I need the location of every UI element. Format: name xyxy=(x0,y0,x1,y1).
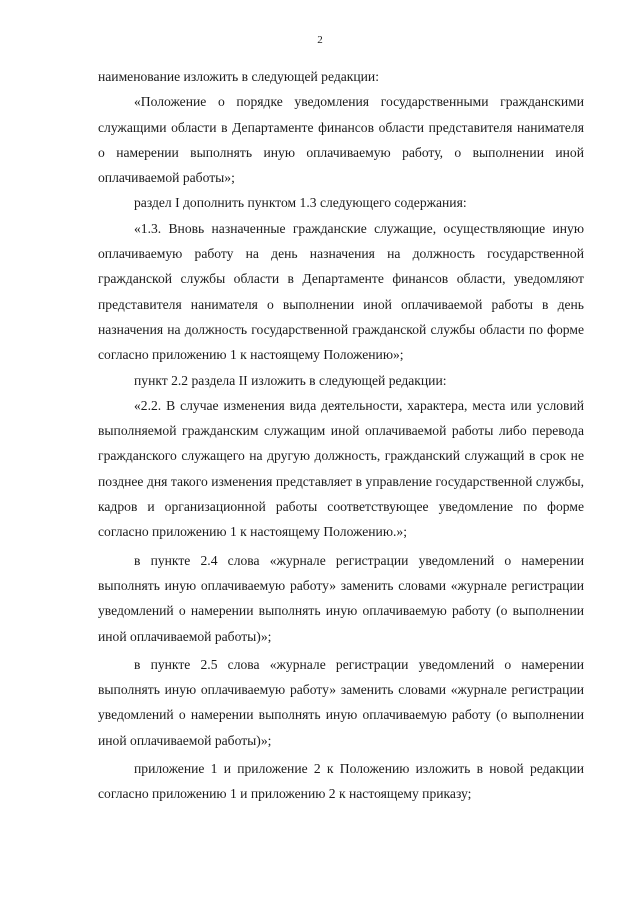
paragraph-clause-2-2: «2.2. В случае изменения вида деятельности, характера, места или условий выполняемой гражданским служащим иной оплачиваемой работы либо перевода гражданского служащего на другую должность, гражданский служащий в срок не позднее дня такого изменения представляет в управление государственной службы, кадров и организационной работы соответствующее уведомление по форме согласно приложению 1 к настоящему Положению.»; xyxy=(98,397,584,540)
document-body xyxy=(98,64,584,807)
paragraph-title-amendment: наименование изложить в следующей редакции: xyxy=(98,69,379,84)
paragraph-clause-2-2-intro: пункт 2.2 раздела II изложить в следующей редакции: xyxy=(134,372,447,388)
paragraph-clause-2-4: в пункте 2.4 слова «журнале регистрации уведомлений о намерении выполнять иную оплачиваемую работу» заменить словами «журнале регистрации уведомлений о намерении выполнять иную оплачиваемую работу (о выполнении иной оплачиваемой работы)»; xyxy=(98,552,584,644)
paragraph-clause-2-5: в пункте 2.5 слова «журнале регистрации уведомлений о намерении выполнять иную оплачиваемую работу» заменить словами «журнале регистрации уведомлений о намерении выполнять иную оплачиваемую работу (о выполнении иной оплачиваемой работы)»; xyxy=(98,656,584,748)
paragraph-appendix: приложение 1 и приложение 2 к Положению изложить в новой редакции согласно приложению 1 и приложению 2 к настоящему приказу; xyxy=(98,761,584,802)
paragraph-section-1-addition: раздел I дополнить пунктом 1.3 следующего содержания: xyxy=(134,195,467,211)
paragraph-clause-1-3: «1.3. Вновь назначенные гражданские служащие, осуществляющие иную оплачиваемую работу на день назначения на должность государственной гражданской службы области в Департаменте финансов области, уведомляют представителя нанимателя о выполнении иной оплачиваемой работы в день назначения на должность государственной гражданской службы области по форме согласно приложению 1 к настоящему Положению»; xyxy=(98,220,584,363)
paragraph-new-title: «Положение о порядке уведомления государственными гражданскими служащими области в Департаменте финансов области представителя нанимателя о намерении выполнять иную оплачиваемую работу, о выполнении иной оплачиваемой работы»; xyxy=(98,94,584,186)
page-number: 2 xyxy=(317,34,323,46)
